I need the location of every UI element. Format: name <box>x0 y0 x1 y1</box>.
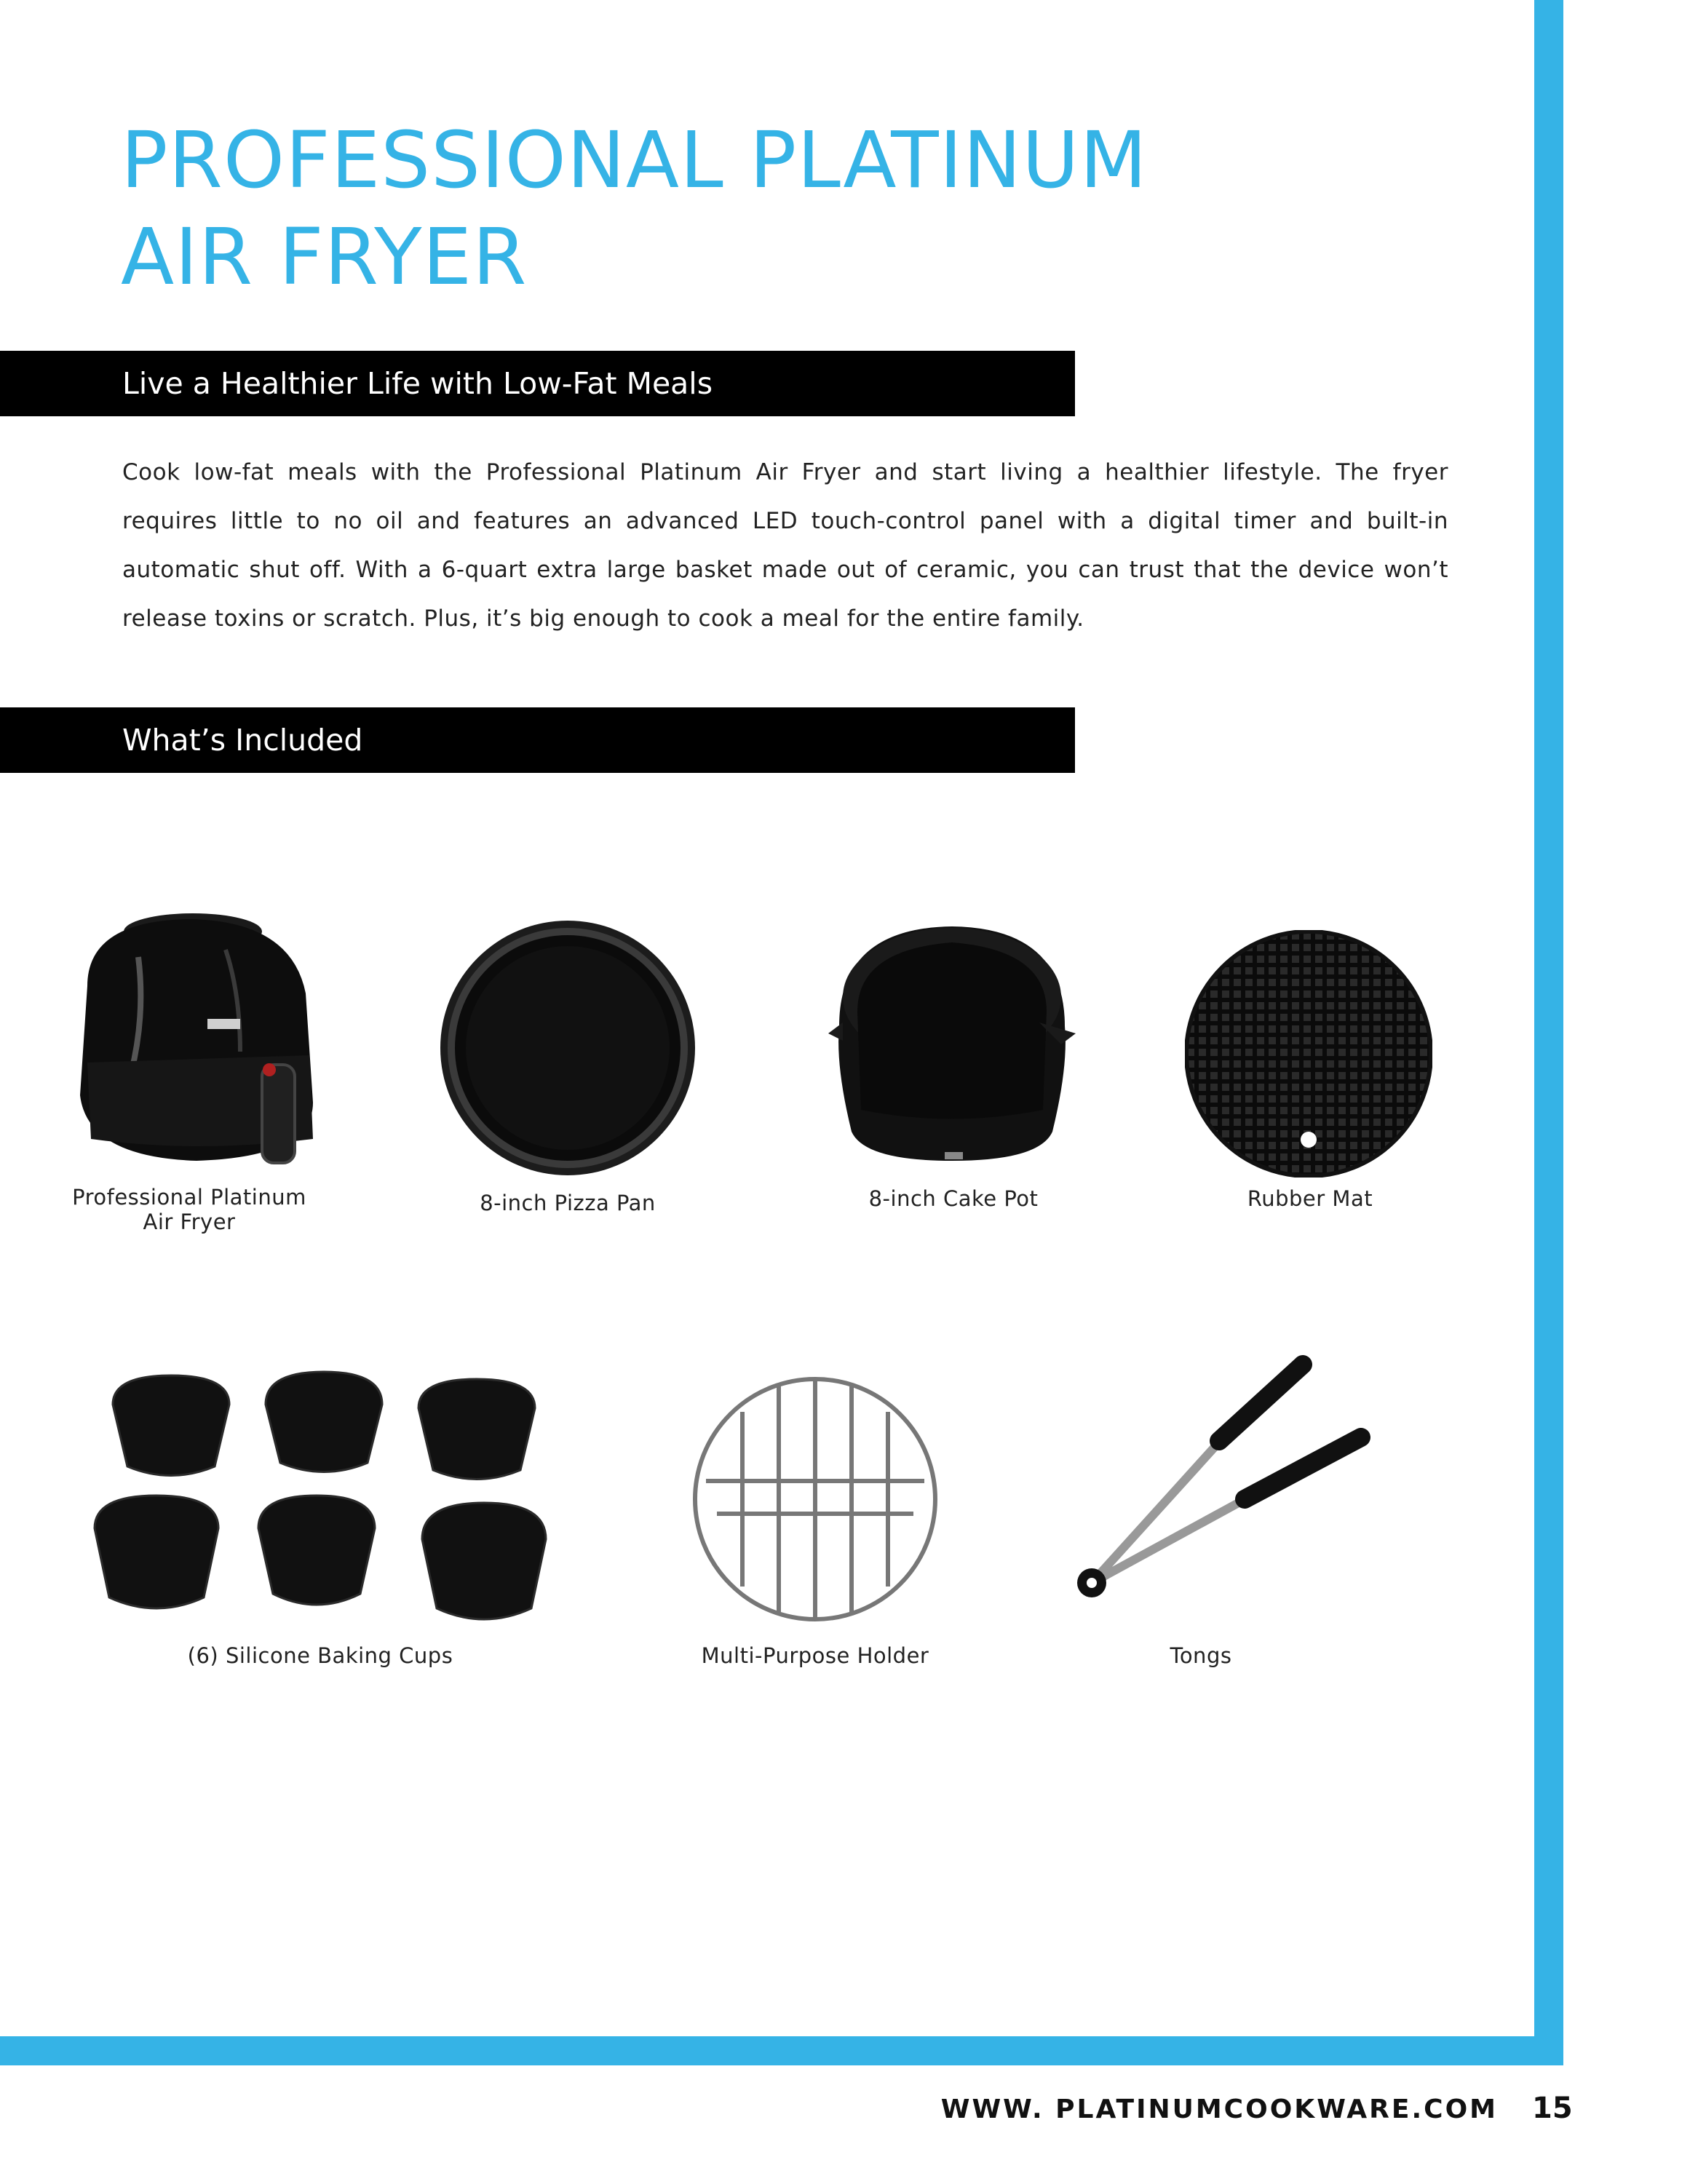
section-heading-healthier: Live a Healthier Life with Low-Fat Meals <box>0 351 1075 416</box>
caption-air-fryer-line-1: Professional Platinum <box>72 1185 306 1210</box>
caption-baking-cups: (6) Silicone Baking Cups <box>187 1643 453 1668</box>
page-number: 15 <box>1532 2092 1573 2125</box>
air-fryer-icon <box>73 906 320 1175</box>
caption-pizza-pan: 8-inch Pizza Pan <box>480 1191 656 1215</box>
cake-pot-icon <box>821 921 1083 1168</box>
section-heading-included: What’s Included <box>0 707 1075 773</box>
page-title <box>121 113 1504 306</box>
rack-holder-icon <box>684 1368 946 1630</box>
rubber-mat-icon <box>1185 930 1432 1178</box>
pizza-pan-icon <box>437 917 699 1179</box>
accent-border-right <box>1534 0 1563 2065</box>
caption-air-fryer-line-2: Air Fryer <box>143 1210 236 1234</box>
caption-multi-purpose-holder: Multi-Purpose Holder <box>701 1643 929 1668</box>
caption-rubber-mat: Rubber Mat <box>1247 1186 1373 1211</box>
caption-air-fryer <box>58 1185 320 1234</box>
title-line-2: AIR FRYER <box>121 213 528 303</box>
intro-paragraph: Cook low-fat meals with the Professional Platinum Air Fryer and start living a healthier lifestyle. The fryer requires little to no oil and features an advanced LED touch-control panel with a digital timer and built-in automatic shut off. With a 6-quart extra large basket made out of ceramic, you can trust that the device won’t release toxins or scratch. Plus, it’s big enough to cook a meal for the entire family. <box>122 459 1448 632</box>
title-line-1: PROFESSIONAL PLATINUM <box>121 116 1148 206</box>
footer-website: WWW. PLATINUMCOOKWARE.COM <box>940 2094 1498 2124</box>
accent-border-bottom <box>0 2036 1563 2065</box>
caption-tongs: Tongs <box>1170 1643 1232 1668</box>
caption-cake-pot: 8-inch Cake Pot <box>868 1186 1039 1211</box>
tongs-icon <box>1070 1350 1376 1612</box>
baking-cups-icon <box>87 1368 575 1645</box>
